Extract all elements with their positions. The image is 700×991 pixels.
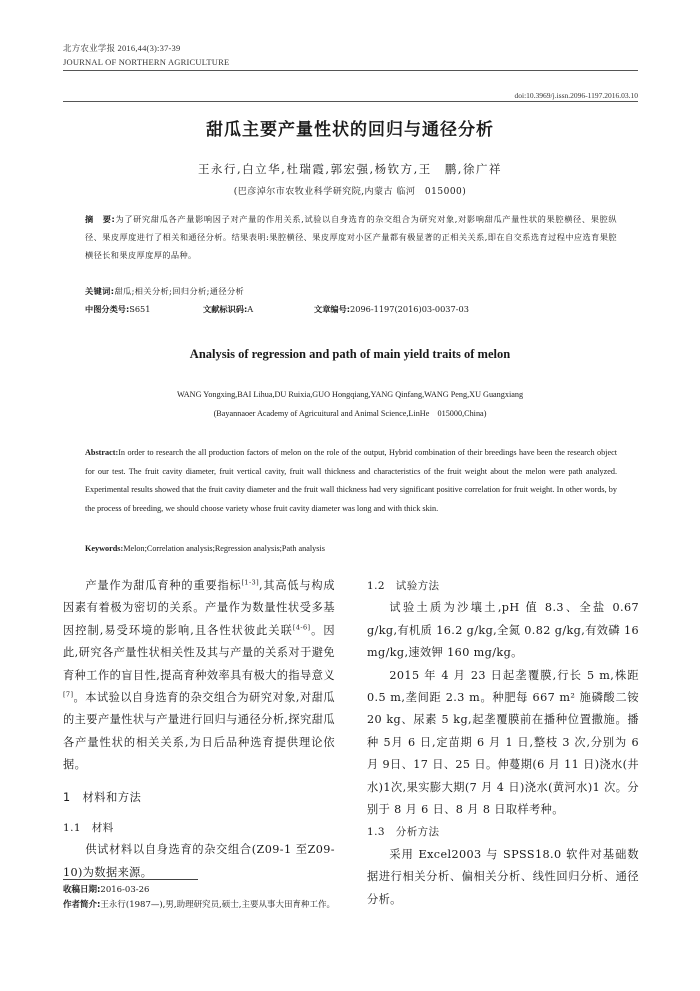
intro-paragraph (63, 575, 335, 777)
abstract-cn (85, 210, 617, 264)
journal-name-en: JOURNAL OF NORTHERN AGRICULTURE (63, 57, 230, 67)
intro-text-b: ,其高低与构成因素有着极为密切的关系。产量作为数量性状受多基因控制,易受环境的影响,且各性状彼此关联 (63, 579, 336, 637)
subsection-heading-1-3: 1.3 分析方法 (367, 826, 440, 839)
keywords-cn-text: 甜瓜;相关分析;回归分析;通径分析 (114, 286, 245, 296)
subsection-heading-1-2: 1.2 试验方法 (367, 580, 440, 592)
article-no-label: 文章编号: (314, 304, 351, 314)
clc-label: 中图分类号: (85, 304, 130, 314)
analysis-paragraph: 采用 Excel2003 与 SPSS18.0 软件对基础数据进行相关分析、偏相关分析、线性回归分析、通径分析。 (367, 847, 639, 906)
received-value: 2016-03-26 (100, 885, 150, 895)
intro-text-d: 。本试验以自身选育的杂交组合为研究对象,对甜瓜的主要产量性状与产量进行回归与通径分析,探究甜瓜各产量性状的相关关系,为日后品种选育提供理论依据。 (63, 691, 335, 772)
abstract-cn-label: 摘 要: (85, 214, 116, 224)
keywords-cn-label: 关键词: (85, 286, 115, 296)
citation-ref: [7] (63, 690, 74, 699)
author-bio-label: 作者简介: (63, 900, 101, 910)
article-no-value: 2096-1197(2016)03-0037-03 (350, 304, 469, 314)
abstract-en (85, 444, 617, 518)
soil-paragraph: 试验土质为沙壤土,pH 值 8.3、全盐 0.67 g/kg,有机质 16.2 g/kg,全氮 0.82 g/kg,有效磷 16 mg/kg,速效钾 160 mg/kg。 (367, 601, 639, 660)
keywords-cn (85, 282, 617, 300)
footnote-author (63, 899, 335, 912)
materials-paragraph: 供试材料以自身选育的杂交组合(Z09-1 至Z09-10)为数据来源。 (63, 843, 335, 879)
keywords-en (85, 540, 617, 559)
intro-text-a: 产量作为甜瓜育种的重要指标 (85, 579, 242, 592)
keywords-en-label: Keywords: (85, 544, 124, 553)
affiliation-cn: (巴彦淖尔市农牧业科学研究院,内蒙古 临河 015000) (233, 187, 467, 197)
keywords-en-text: Melon;Correlation analysis;Regression analysis;Path analysis (123, 544, 325, 553)
doi-rule (63, 101, 638, 102)
journal-citation-cn: 北方农业学报 2016,44(3):37-39 (63, 43, 181, 53)
doc-code-label: 文献标识码: (203, 304, 248, 314)
planting-paragraph: 2015 年 4 月 23 日起垄覆膜,行长 5 m,株距0.5 m,垄间距 2.3 m。种肥每 667 m² 施磷酸二铵 20 kg、尿素 5 kg,起垄覆膜前在播种位置撒施。播种 5月 6 日,定苗期 6 月 1 日,整枝 3 次,分别为 6 月 9日、17 日、25 日。伸蔓期(6 月 11 日)浇水(井水)1次,果实膨大期(7 月 4 日)浇水(黄河水)1 次。分别于 8 月 6 日、8 月 8 日取样考种。 (367, 668, 639, 817)
title-cn: 甜瓜主要产量性状的回归与通径分析 (206, 120, 494, 140)
citation-ref: [1-3] (241, 578, 260, 587)
doc-code-value: A (247, 304, 254, 314)
author-bio-value: 王永行(1987—),男,助理研究员,硕士,主要从事大田育种工作。 (100, 900, 335, 910)
footnote-received (63, 884, 149, 897)
title-en: Analysis of regression and path of main yield traits of melon (189, 347, 511, 361)
intro-text-c: 。因此,研究各产量性状相关性及其与产量的关系对于避免育种工作的盲目性,提高育种效率具有极大的指导意义 (63, 623, 335, 682)
abstract-en-label: Abstract: (85, 448, 119, 457)
subsection-heading-1-1: 1.1 材料 (63, 822, 114, 835)
header-rule (63, 70, 638, 71)
citation-ref: [4-6] (292, 623, 311, 632)
section-heading-1: 1 材料和方法 (63, 790, 142, 804)
authors-cn: 王永行,白立华,杜瑞霞,郭宏强,杨钦方,王 鹏,徐广祥 (198, 162, 502, 176)
body-right-column (367, 575, 639, 911)
abstract-en-text: In order to research the all production factors of melon on the role of the output, Hybrid combination of their breedings have been the research object for our test. The fruit cavity diameter, fruit vertical cavity, fruit wall thickness and characteristics of the fruit weight about the melon were path analyzed. Experimental results showed that the fruit cavity diameter and the fruit wall thickness had very significant positive correlation for fruit weight. In other words, by the process of breeding, we should choose variety whose fruit cavity diameter was long and with thick skin. (85, 448, 617, 513)
abstract-cn-text: 为了研究甜瓜各产量影响因子对产量的作用关系,试验以自身选育的杂交组合为研究对象,对影响甜瓜产量性状的果腔横径、果腔纵径、果皮厚度进行了相关和通径分析。结果表明:果腔横径、果皮厚度对小区产量都有极显著的正相关关系,即在自交系选育过程中应选育果腔横径长和果皮厚度厚的品种。 (85, 214, 617, 260)
doi: doi:10.3969/j.issn.2096-1197.2016.03.10 (514, 91, 638, 100)
footnote-rule (63, 879, 198, 880)
clc-value: S651 (129, 304, 151, 314)
authors-en: WANG Yongxing,BAI Lihua,DU Ruixia,GUO Hongqiang,YANG Qinfang,WANG Peng,XU Guangxiang (176, 390, 524, 399)
received-label: 收稿日期: (63, 885, 101, 895)
affiliation-en: (Bayannaoer Academy of Agricuitural and Animal Science,LinHe 015000,China) (213, 409, 487, 418)
body-left-column (63, 575, 335, 884)
